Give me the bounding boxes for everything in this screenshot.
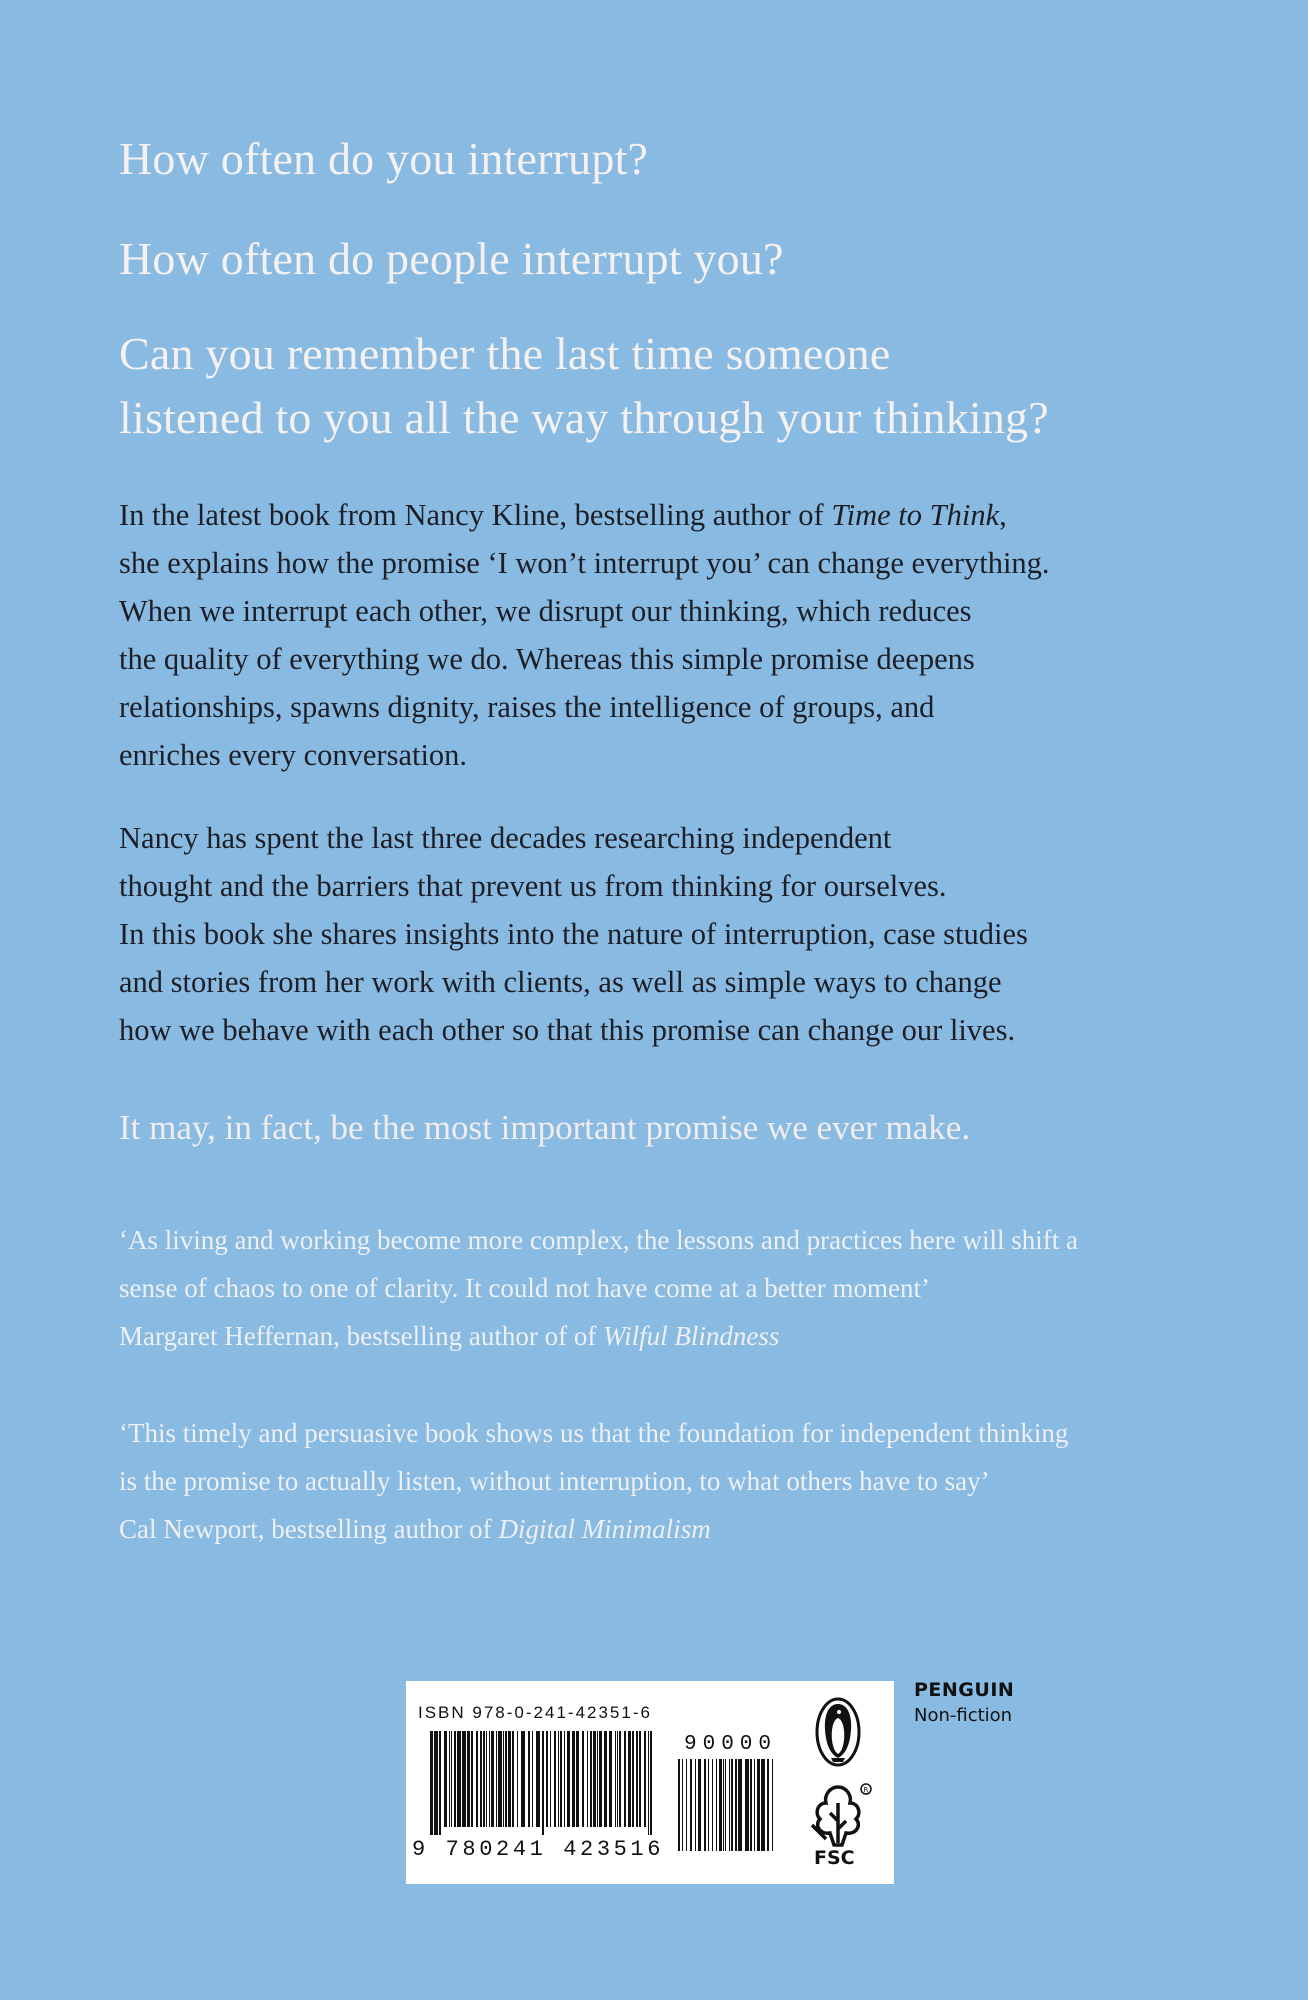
barcode-bar (558, 1731, 559, 1827)
endorsement-quote-1 (119, 1216, 1219, 1360)
paragraph-line: thought and the barriers that prevent us from thinking for ourselves. (119, 869, 947, 903)
barcode-bar (698, 1759, 701, 1851)
paragraph-line: she explains how the promise ‘I won’t interrupt you’ can change everything. (119, 546, 1050, 580)
barcode-bar (471, 1731, 473, 1827)
barcode-bar (628, 1731, 631, 1827)
barcode-bar (505, 1731, 507, 1827)
ean-digits: 9 780241 423516 (412, 1837, 665, 1862)
barcode-bar (757, 1759, 760, 1851)
barcode-bar (439, 1731, 441, 1835)
barcode-bar (639, 1731, 641, 1827)
barcode-bar (572, 1731, 575, 1827)
highlight-statement: It may, in fact, be the most important promise we ever make. (119, 1108, 971, 1147)
barcode-bar (719, 1759, 722, 1851)
barcode-bar (682, 1759, 683, 1851)
paragraph-line: When we interrupt each other, we disrupt our thinking, which reduces (119, 594, 972, 628)
barcode-bar (738, 1759, 742, 1851)
barcode-bar (430, 1731, 433, 1835)
barcode-bar (483, 1731, 485, 1827)
barcode-bar (467, 1731, 470, 1827)
barcode-bar (457, 1731, 461, 1827)
paragraph-line: the quality of everything we do. Whereas this simple promise deepens (119, 642, 975, 676)
barcode-bar (723, 1759, 724, 1851)
barcode-bar (678, 1759, 680, 1851)
quote-line: is the promise to actually listen, without interruption, to what others have to say’ (119, 1466, 990, 1496)
barcode-bar (745, 1759, 749, 1851)
barcode-bar (729, 1759, 730, 1851)
publisher-category: Non-fiction (914, 1705, 1013, 1726)
barcode-bar (599, 1731, 602, 1827)
barcode-bar (636, 1731, 638, 1827)
quote-attribution: Cal Newport, bestselling author of Digital Minimalism (119, 1514, 711, 1544)
barcode-bar (619, 1731, 621, 1827)
quote-line: ‘As living and working become more complex, the lessons and practices here will shift a (119, 1225, 1078, 1255)
barcode-bar (750, 1759, 752, 1851)
penguin-logo-icon (814, 1696, 862, 1768)
isbn-text: ISBN 978-0-241-42351-6 (418, 1703, 652, 1722)
barcode-bar (609, 1731, 612, 1827)
paragraph-line: enriches every conversation. (119, 738, 468, 772)
barcode-bar (716, 1759, 717, 1851)
publisher-name: PENGUIN (914, 1679, 1015, 1701)
description-paragraph-1 (119, 491, 1199, 779)
barcode-bar (449, 1731, 450, 1827)
ean-barcode (430, 1731, 656, 1835)
publisher-imprint (914, 1679, 1014, 1726)
paragraph-line: In this book she shares insights into the nature of interruption, case studies (119, 917, 1028, 951)
paragraph-line: relationships, spawns dignity, raises the intelligence of groups, and (119, 690, 935, 724)
barcode-bar (731, 1759, 733, 1851)
barcode-bar (476, 1731, 478, 1827)
barcode-bar (532, 1731, 533, 1827)
question-3-line-2: listened to you all the way through your thinking? (119, 392, 1049, 443)
barcode-bar (480, 1731, 482, 1827)
question-1: How often do you interrupt? (119, 133, 649, 184)
barcode-bar (564, 1731, 565, 1827)
price-addon-barcode (678, 1759, 778, 1859)
barcode-bar (512, 1731, 514, 1827)
barcode-bar (582, 1731, 584, 1827)
barcode-bar (542, 1731, 544, 1835)
barcode-bar (761, 1759, 765, 1851)
barcode-bar (617, 1731, 618, 1827)
barcode-bar (648, 1731, 649, 1835)
barcode-bar (550, 1731, 551, 1827)
barcode-bar (496, 1731, 497, 1827)
barcode-bar (462, 1731, 466, 1827)
barcode-bar (587, 1731, 588, 1827)
price-code: 90000 (684, 1733, 778, 1756)
barcode-bar (567, 1731, 570, 1827)
barcode-bar (615, 1731, 616, 1827)
barcode-bar (554, 1731, 556, 1827)
barcode-bar (754, 1759, 755, 1851)
barcode-bar (576, 1731, 579, 1827)
barcode-bar (708, 1759, 709, 1851)
barcode-bar (528, 1731, 530, 1827)
barcode-bar (725, 1759, 726, 1851)
barcode-bar (454, 1731, 456, 1827)
barcode-bar (517, 1731, 518, 1827)
barcode-bar (624, 1731, 626, 1827)
paragraph-line: Nancy has spent the last three decades researching independent (119, 821, 892, 855)
barcode-bar (712, 1759, 713, 1851)
barcode-bar (486, 1731, 487, 1827)
barcode-bar (508, 1731, 511, 1827)
barcode-panel (406, 1681, 894, 1884)
barcode-bar (650, 1731, 652, 1835)
barcode-bar (644, 1731, 646, 1827)
quote-line: ‘This timely and persuasive book shows us that the foundation for independent thinking (119, 1418, 1069, 1448)
barcode-bar (451, 1731, 452, 1827)
barcode-bar (604, 1731, 607, 1827)
paragraph-line: and stories from her work with clients, as well as simple ways to change (119, 965, 1002, 999)
barcode-bar (695, 1759, 696, 1851)
paragraph-line: In the latest book from Nancy Kline, bestselling author of Time to Think, (119, 498, 1007, 532)
paragraph-line: how we behave with each other so that this promise can change our lives. (119, 1013, 1016, 1047)
question-2: How often do people interrupt you? (119, 233, 784, 284)
barcode-bar (704, 1759, 706, 1851)
barcode-bar (434, 1731, 438, 1835)
description-paragraph-2 (119, 814, 1199, 1054)
barcode-bar (735, 1759, 737, 1851)
barcode-bar (503, 1731, 504, 1827)
barcode-bar (690, 1759, 692, 1851)
fsc-label: FSC (814, 1847, 855, 1869)
book-title-time-to-think: Time to Think (831, 498, 1000, 532)
quote-attribution: Margaret Heffernan, bestselling author of of Wilful Blindness (119, 1321, 780, 1351)
barcode-bar (686, 1759, 687, 1851)
question-3-line-1: Can you remember the last time someone (119, 328, 891, 379)
barcode-bar (597, 1731, 598, 1827)
barcode-bar (632, 1731, 634, 1827)
svg-text:R: R (863, 1786, 869, 1794)
fsc-tree-icon (802, 1781, 874, 1851)
barcode-bar (772, 1759, 773, 1851)
barcode-bar (593, 1731, 596, 1827)
barcode-bar (560, 1731, 562, 1827)
barcode-bar (590, 1731, 592, 1827)
quote-line: sense of chaos to one of clarity. It could not have come at a better moment’ (119, 1273, 930, 1303)
barcode-bar (489, 1731, 490, 1827)
endorsement-quote-2 (119, 1409, 1219, 1553)
barcode-bar (767, 1759, 769, 1851)
barcode-bar (498, 1731, 502, 1827)
barcode-bar (491, 1731, 494, 1827)
barcode-bar (521, 1731, 525, 1827)
barcode-bar (536, 1731, 540, 1827)
barcode-bar (444, 1731, 447, 1827)
barcode-bar (546, 1731, 548, 1827)
